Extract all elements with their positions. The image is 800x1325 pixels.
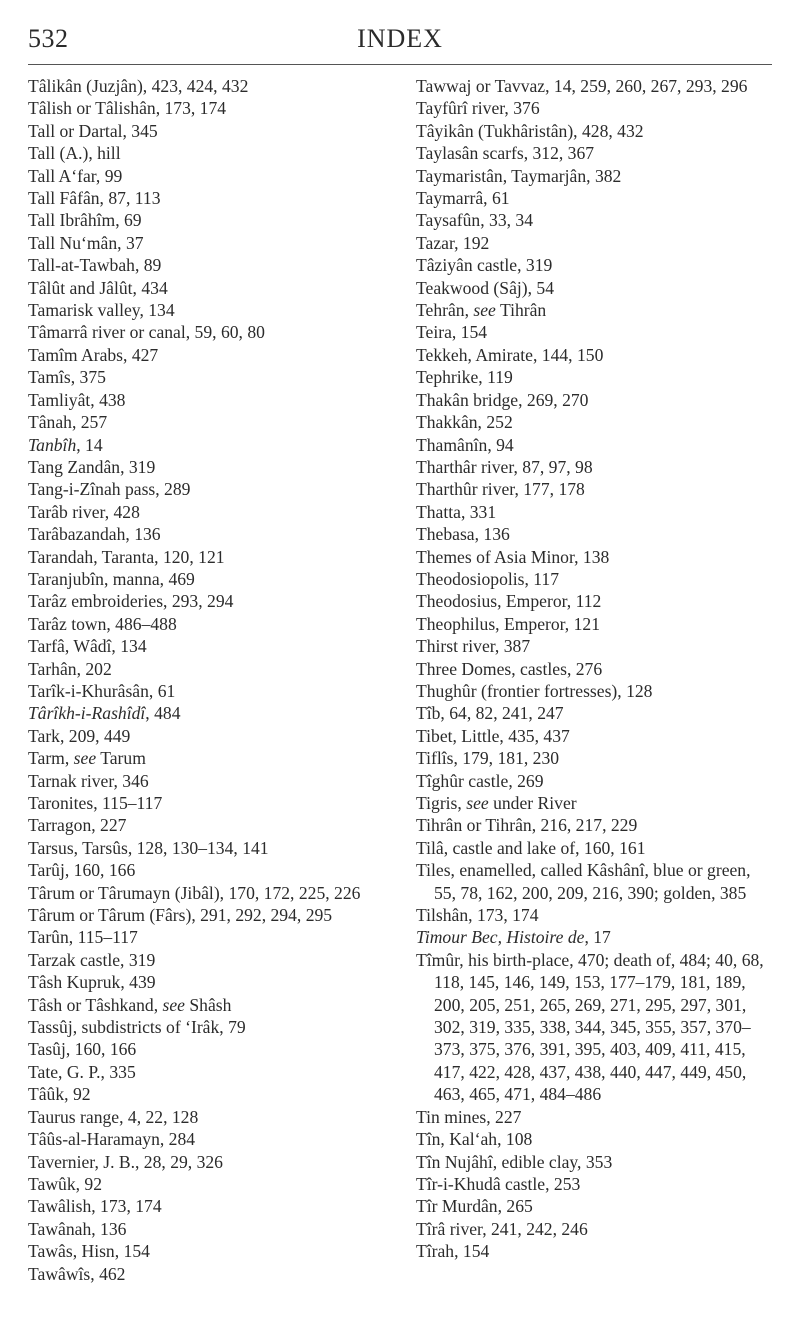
index-entry: Tarnak river, 346 [28,770,149,791]
index-entry: Tawwaj or Tavvaz, 14, 259, 260, 267, 293, 296 [416,76,748,96]
index-entry: Themes of Asia Minor, 138 [416,546,610,567]
index-entry: Tarâbazandah, 136 [28,524,161,545]
index-column-right [416,75,771,1263]
index-entry: Theophilus, Emperor, 121 [416,613,600,634]
index-entry: Tamîs, 375 [28,367,106,388]
index-entry: Tharthâr river, 87, 97, 98 [416,456,593,477]
index-entry: Tharthûr river, 177, 178 [416,479,585,500]
running-head: INDEX [357,24,443,53]
index-entry: Thatta, 331 [416,501,497,522]
index-entry: Tibet, Little, 435, 437 [416,725,570,746]
index-entry: Tazar, 192 [416,232,490,253]
header-rule [28,64,772,65]
index-entry: Tarhân, 202 [28,658,112,679]
index-entry: Tanbîh, 14 [28,434,103,455]
index-entry: Târum or Târumayn (Jibâl), 170, 172, 225, 226 [28,882,361,903]
index-entry: Tilshân, 173, 174 [416,905,539,926]
index-entry: Tarm, see Tarum [28,748,146,769]
index-entry: Tîb, 64, 82, 241, 247 [416,703,564,724]
index-entry: Tephrike, 119 [416,367,513,388]
index-entry: Tâlikân (Juzjân), 423, 424, 432 [28,76,249,96]
index-entry: Tavernier, J. B., 28, 29, 326 [28,1151,223,1172]
index-entry: Taymaristân, Taymarjân, 382 [416,165,622,186]
index-entry: Tawâlish, 173, 174 [28,1196,162,1217]
index-entry: Tîn, Kal‘ah, 108 [416,1129,533,1150]
index-entry: Tâmarrâ river or canal, 59, 60, 80 [28,322,265,343]
index-entry: Tarandah, Taranta, 120, 121 [28,546,225,567]
index-entry: Three Domes, castles, 276 [416,658,603,679]
index-entry: Tîrâ river, 241, 242, 246 [416,1218,588,1239]
index-entry: Tawâwîs, 462 [28,1263,126,1284]
index-entry: Theodosiopolis, 117 [416,568,560,589]
index-entry: Tarâz embroideries, 293, 294 [28,591,234,612]
index-entry: Tânah, 257 [28,412,108,433]
index-entry: Tîghûr castle, 269 [416,770,544,791]
index-entry: Tarzak castle, 319 [28,949,156,970]
index-entry: Tall A‘far, 99 [28,165,123,186]
index-entry: Thamânîn, 94 [416,434,514,455]
index-entry: Tilâ, castle and lake of, 160, 161 [416,837,646,858]
index-entry: Tawânah, 136 [28,1218,127,1239]
index-entry: Tarragon, 227 [28,815,127,836]
index-entry: Tin mines, 227 [416,1106,522,1127]
index-entry: Tall or Dartal, 345 [28,120,158,141]
index-entry: Tarûn, 115–117 [28,927,138,948]
index-entry: Tihrân or Tihrân, 216, 217, 229 [416,815,638,836]
index-entry: Tarfâ, Wâdî, 134 [28,636,147,657]
index-entry: Tarsus, Tarsûs, 128, 130–134, 141 [28,837,269,858]
index-entry: Tall Ibrâhîm, 69 [28,210,142,231]
index-entry: Tîr-i-Khudâ castle, 253 [416,1173,581,1194]
index-entry: Tark, 209, 449 [28,725,131,746]
index-entry: Taranjubîn, manna, 469 [28,568,195,589]
index-column-left [28,75,383,1285]
index-entry: Tâyikân (Tukhâristân), 428, 432 [416,120,644,141]
index-entry: Tall (A.), hill [28,143,121,164]
index-entry: Tigris, see under River [416,793,577,813]
index-entry: Tâsh Kupruk, 439 [28,972,156,993]
index-entry: Târum or Târum (Fârs), 291, 292, 294, 295 [28,905,333,926]
index-entry: Tîn Nujâhî, edible clay, 353 [416,1151,613,1172]
index-entry: Teakwood (Sâj), 54 [416,277,555,298]
index-entry: Tâûk, 92 [28,1084,91,1105]
index-entry: Tiflîs, 179, 181, 230 [416,748,560,769]
index-entry: Tîr Murdân, 265 [416,1196,533,1217]
index-entry: Thakân bridge, 269, 270 [416,389,589,410]
index-entry: Tassûj, subdistricts of ‘Irâk, 79 [28,1017,246,1038]
index-entry: Tall Nu‘mân, 37 [28,232,144,253]
index-entry: Tâlish or Tâlishân, 173, 174 [28,98,227,119]
index-entry: Tasûj, 160, 166 [28,1039,137,1060]
index-entry: Târîkh-i-Rashîdî, 484 [28,703,181,724]
index-entry: Tang Zandân, 319 [28,456,156,477]
index-entry: Tarûj, 160, 166 [28,860,136,881]
index-entry: Thughûr (frontier fortresses), 128 [416,680,653,701]
index-entry: Taylasân scarfs, 312, 367 [416,143,595,164]
index-entry: Tawâs, Hisn, 154 [28,1241,150,1262]
index-entry: Tawûk, 92 [28,1173,103,1194]
index-entry: Taymarrâ, 61 [416,188,510,209]
index-entry: Tîmûr, his birth-place, 470; death of, 484; 40, 68, 118, 145, 146, 149, 153, 177–179, 181, 189, 200, 205, 251, 265, 269, 271, 295, 297, 301, 302, 319, 335, 338, 344, 345, 355, 357, 370–373, 375, 376, 391, 395, 403, 409, 411, 415, 417, 422, 428, 437, 438, 440, 447, 449, 450, 463, 465, 471, 484–486 [416,949,764,1105]
index-entry: Taurus range, 4, 22, 128 [28,1106,199,1127]
index-entry: Theodosius, Emperor, 112 [416,591,602,612]
index-entry: Timour Bec, Histoire de, 17 [416,927,611,948]
index-entry: Tîrah, 154 [416,1241,490,1262]
index-entry: Tall Fâfân, 87, 113 [28,188,161,209]
index-entry: Tall-at-Tawbah, 89 [28,255,162,276]
index-entry: Tarâb river, 428 [28,501,140,522]
index-entry: Taysafûn, 33, 34 [416,210,534,231]
index-entry: Teira, 154 [416,322,488,343]
index-entry: Tâziyân castle, 319 [416,255,553,276]
index-entry: Tayfûrî river, 376 [416,98,540,119]
index-entry: Tamîm Arabs, 427 [28,344,159,365]
page-number: 532 [28,24,69,53]
index-entry: Tekkeh, Amirate, 144, 150 [416,344,604,365]
index-entry: Tamarisk valley, 134 [28,300,175,321]
index-entry: Tate, G. P., 335 [28,1061,136,1082]
index-entry: Taronites, 115–117 [28,793,163,813]
index-entry: Tarîk-i-Khurâsân, 61 [28,680,176,701]
index-entry: Tâûs-al-Haramayn, 284 [28,1129,196,1150]
index-entry: Thebasa, 136 [416,524,510,545]
index-entry: Thakkân, 252 [416,412,513,433]
index-entry: Tiles, enamelled, called Kâshânî, blue or green, 55, 78, 162, 200, 209, 216, 390; golden, 385 [416,860,751,903]
index-entry: Thirst river, 387 [416,636,531,657]
index-entry: Tamliyât, 438 [28,389,126,410]
index-entry: Tarâz town, 486–488 [28,613,177,634]
index-entry: Tehrân, see Tihrân [416,300,547,321]
index-entry: Tâlût and Jâlût, 434 [28,277,168,298]
index-entry: Tang-i-Zînah pass, 289 [28,479,191,500]
index-entry: Tâsh or Tâshkand, see Shâsh [28,994,232,1015]
